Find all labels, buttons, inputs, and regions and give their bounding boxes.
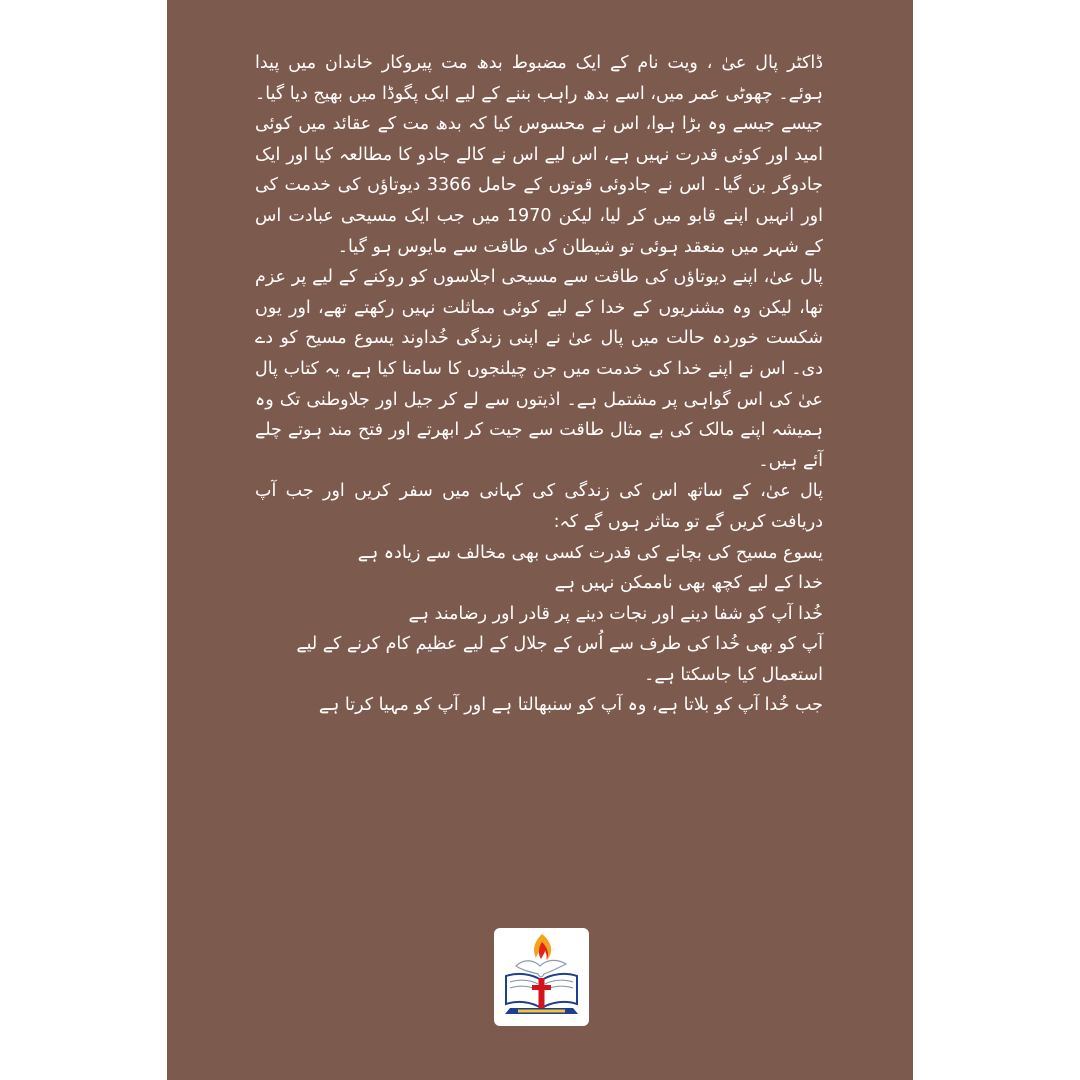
list-item-saving-power: یسوع مسیح کی بچانے کی قدرت کسی بھی مخالف سے زیادہ ہے bbox=[357, 542, 823, 563]
publisher-logo bbox=[494, 928, 589, 1026]
list-item-healing: خُدا آپ کو شفا دینے اور نجات دینے پر قادر اور رضامند ہے bbox=[408, 603, 823, 624]
paragraph-invitation: پال عیٰ، کے ساتھ اس کی زندگی کی کہانی میں سفر کریں اور جب آپ دریافت کریں گے تو متاثر ہوں گے کہ: bbox=[255, 481, 823, 532]
paragraph-conversion: پال عیٰ، اپنے دیوتاؤں کی طاقت سے مسیحی اجلاسوں کو روکنے کے لیے پر عزم تھا، لیکن وہ مشنریوں کے خدا کے لیے کوئی مماثلت نہیں رکھتے تھے، اور یوں شکست خوردہ حالت میں پال عیٰ نے اپنی زندگی خُداوند یسوع مسیح کو دے دی۔ اس نے اپنے خدا کی خدمت میں جن چیلنجوں کا سامنا کیا ہے، یہ کتاب پال عیٰ کی اس گواہی پر مشتمل ہے۔ اذیتوں سے لے کر جیل اور جلاوطنی تک وہ ہمیشہ اپنے مالک کی بے مثال طاقت سے جیت کر ابھرتے اور فتح مند ہوتے چلے آئے ہیں۔ bbox=[255, 267, 823, 471]
paragraph-intro: ڈاکٹر پال عیٰ ، ویت نام کے ایک مضبوط بدھ مت پیروکار خاندان میں پیدا ہوئے۔ چھوٹی عمر میں، اسے بدھ راہب بننے کے لیے ایک پگوڈا میں بھیج دیا گیا۔ جیسے جیسے وہ بڑا ہوا، اس نے محسوس کیا کہ بدھ مت کے عقائد میں کوئی امید اور کوئی قدرت نہیں ہے، اس لیے اس نے کالے جادو کا مطالعہ کیا اور ایک جادوگر بن گیا۔ اس نے جادوئی قوتوں کے حامل 3366 دیوتاؤں کی خدمت کی اور انہیں اپنے قابو میں کر لیا، لیکن 1970 میں جب ایک مسیحی عبادت اس کے شہر میں منعقد ہوئی تو شیطان کی طاقت سے مایوس ہو گیا۔ bbox=[255, 53, 823, 257]
dove-flame-bible-cross-logo-icon bbox=[494, 928, 589, 1026]
back-cover-page bbox=[167, 0, 913, 1080]
blurb-text bbox=[255, 48, 823, 721]
list-item-great-work: آپ کو بھی خُدا کی طرف سے اُس کے جلال کے لیے عظیم کام کرنے کے لیے استعمال کیا جاسکتا ہے۔ bbox=[296, 634, 823, 685]
list-item-nothing-impossible: خدا کے لیے کچھ بھی ناممکن نہیں ہے bbox=[554, 573, 823, 594]
list-item-calling: جب خُدا آپ کو بلاتا ہے، وہ آپ کو سنبھالتا ہے اور آپ کو مہیا کرتا ہے bbox=[318, 695, 823, 716]
